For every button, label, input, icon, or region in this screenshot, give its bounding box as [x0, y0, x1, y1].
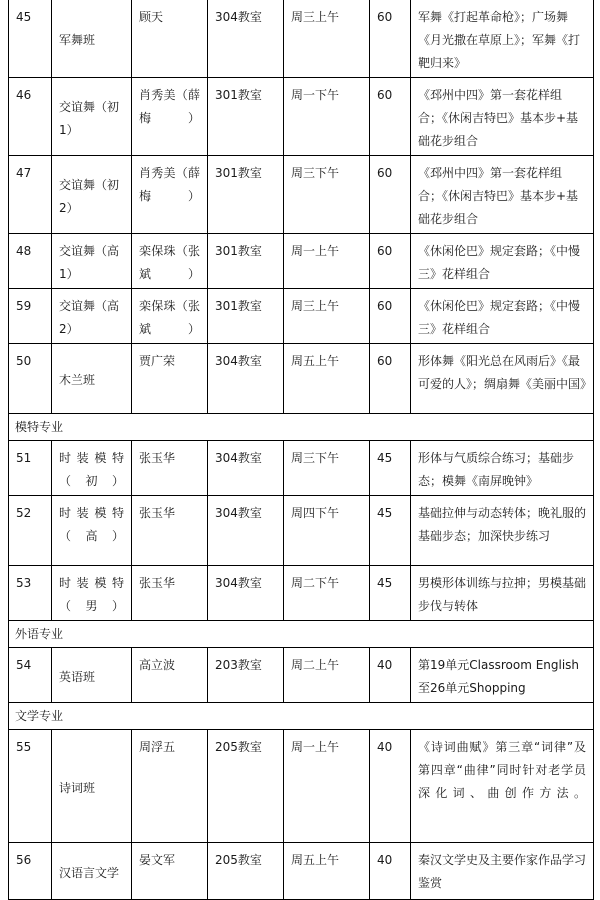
- course-name: 时装模特（高）: [52, 496, 132, 566]
- classroom: 205教室: [208, 843, 284, 900]
- row-number: 59: [9, 289, 52, 344]
- course-content: 军舞《打起革命枪》；广场舞《月光撒在草原上》；军舞《打靶归来》: [411, 0, 594, 78]
- class-hours: 45: [370, 566, 411, 621]
- row-number: 50: [9, 344, 52, 414]
- class-hours: 40: [370, 648, 411, 703]
- class-hours: 45: [370, 496, 411, 566]
- table-row: [9, 648, 594, 703]
- class-time: 周一上午: [284, 730, 370, 843]
- table-row: [9, 78, 594, 156]
- course-name: 交谊舞（初1）: [52, 78, 132, 156]
- class-time: 周二上午: [284, 648, 370, 703]
- teacher-name: 张玉华: [132, 441, 208, 496]
- course-content: 《邳州中四》第一套花样组合；《休闲吉特巴》基本步+基础花步组合: [411, 156, 594, 234]
- teacher-name: 周浮五: [132, 730, 208, 843]
- course-schedule-page: [8, 0, 593, 890]
- class-hours: 60: [370, 0, 411, 78]
- teacher-name: 肖秀美（薛梅）: [132, 156, 208, 234]
- class-time: 周四下午: [284, 496, 370, 566]
- row-number: 54: [9, 648, 52, 703]
- classroom: 301教室: [208, 156, 284, 234]
- teacher-name: 张玉华: [132, 566, 208, 621]
- class-time: 周五上午: [284, 344, 370, 414]
- teacher-name: 栾保珠（张斌）: [132, 234, 208, 289]
- course-name: 木兰班: [52, 344, 132, 414]
- classroom: 205教室: [208, 730, 284, 843]
- row-number: 47: [9, 156, 52, 234]
- classroom: 304教室: [208, 344, 284, 414]
- course-schedule-table: [8, 0, 594, 900]
- course-content: 男模形体训练与拉抻；男模基础步伐与转体: [411, 566, 594, 621]
- class-hours: 60: [370, 289, 411, 344]
- course-content: 秦汉文学史及主要作家作品学习鉴赏: [411, 843, 594, 900]
- course-content: 《邳州中四》第一套花样组合；《休闲吉特巴》基本步+基础花步组合: [411, 78, 594, 156]
- classroom: 304教室: [208, 496, 284, 566]
- course-name: 时装模特（初）: [52, 441, 132, 496]
- classroom: 301教室: [208, 78, 284, 156]
- classroom: 301教室: [208, 289, 284, 344]
- row-number: 53: [9, 566, 52, 621]
- section-header-row: [9, 703, 594, 730]
- table-row: [9, 566, 594, 621]
- course-name: 军舞班: [52, 0, 132, 78]
- table-row: [9, 289, 594, 344]
- table-row: [9, 843, 594, 900]
- course-content: 《诗词曲赋》第三章“词律”及第四章“曲律”同时针对老学员深化词、曲创作方法。: [411, 730, 594, 843]
- row-number: 55: [9, 730, 52, 843]
- row-number: 51: [9, 441, 52, 496]
- table-row: [9, 730, 594, 843]
- class-hours: 40: [370, 843, 411, 900]
- class-time: 周五上午: [284, 843, 370, 900]
- teacher-name: 栾保珠（张斌）: [132, 289, 208, 344]
- course-content: 形体舞《阳光总在风雨后》《最可爱的人》；绸扇舞《美丽中国》: [411, 344, 594, 414]
- course-name: 交谊舞（高2）: [52, 289, 132, 344]
- course-content: 基础拉伸与动态转体；晚礼服的基础步态；加深快步练习: [411, 496, 594, 566]
- course-name: 时装模特（男）: [52, 566, 132, 621]
- course-content: 第19单元Classroom English至26单元Shopping: [411, 648, 594, 703]
- table-row: [9, 156, 594, 234]
- class-hours: 40: [370, 730, 411, 843]
- teacher-name: 肖秀美（薛梅）: [132, 78, 208, 156]
- class-time: 周三下午: [284, 441, 370, 496]
- class-time: 周二下午: [284, 566, 370, 621]
- row-number: 46: [9, 78, 52, 156]
- classroom: 203教室: [208, 648, 284, 703]
- classroom: 304教室: [208, 566, 284, 621]
- table-row: [9, 234, 594, 289]
- class-time: 周一下午: [284, 78, 370, 156]
- course-content: 形体与气质综合练习；基础步态；模舞《南屏晚钟》: [411, 441, 594, 496]
- classroom: 304教室: [208, 441, 284, 496]
- class-hours: 60: [370, 234, 411, 289]
- course-content: 《休闲伦巴》规定套路；《中慢三》花样组合: [411, 289, 594, 344]
- class-hours: 60: [370, 156, 411, 234]
- teacher-name: 贾广荣: [132, 344, 208, 414]
- course-name: 英语班: [52, 648, 132, 703]
- row-number: 52: [9, 496, 52, 566]
- course-name: 汉语言文学: [52, 843, 132, 900]
- class-time: 周一上午: [284, 234, 370, 289]
- row-number: 48: [9, 234, 52, 289]
- teacher-name: 顾天: [132, 0, 208, 78]
- classroom: 301教室: [208, 234, 284, 289]
- section-header-row: [9, 414, 594, 441]
- section-title: 外语专业: [9, 621, 594, 648]
- row-number: 56: [9, 843, 52, 900]
- table-row: [9, 0, 594, 78]
- class-hours: 45: [370, 441, 411, 496]
- class-time: 周三上午: [284, 289, 370, 344]
- row-number: 45: [9, 0, 52, 78]
- section-title: 文学专业: [9, 703, 594, 730]
- table-row: [9, 496, 594, 566]
- course-name: 诗词班: [52, 730, 132, 843]
- class-hours: 60: [370, 78, 411, 156]
- class-hours: 60: [370, 344, 411, 414]
- classroom: 304教室: [208, 0, 284, 78]
- class-time: 周三上午: [284, 0, 370, 78]
- section-title: 模特专业: [9, 414, 594, 441]
- table-row: [9, 441, 594, 496]
- course-content: 《休闲伦巴》规定套路；《中慢三》花样组合: [411, 234, 594, 289]
- course-name: 交谊舞（初2）: [52, 156, 132, 234]
- teacher-name: 张玉华: [132, 496, 208, 566]
- class-time: 周三下午: [284, 156, 370, 234]
- course-name: 交谊舞（高1）: [52, 234, 132, 289]
- teacher-name: 晏文军: [132, 843, 208, 900]
- section-header-row: [9, 621, 594, 648]
- table-row: [9, 344, 594, 414]
- teacher-name: 高立波: [132, 648, 208, 703]
